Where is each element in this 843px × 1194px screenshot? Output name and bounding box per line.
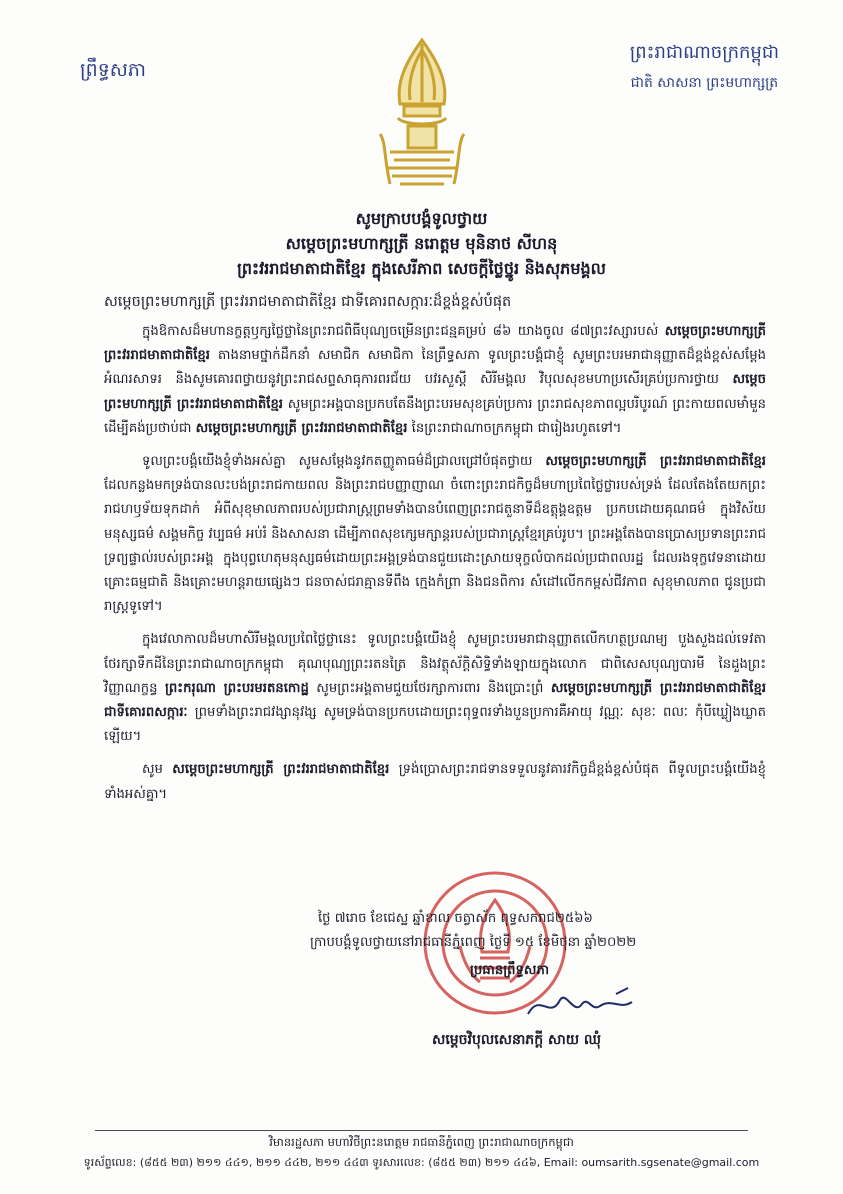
- title-line-2: សម្តេចព្រះមហាក្សត្រី នរោត្តម មុនិនាថ សីហនុ: [285, 234, 558, 253]
- paragraph-3: [104, 628, 766, 749]
- p1-text-g: នៃព្រះរាជាណាចក្រកម្ពុជា ជារៀងរហូតទៅ។: [407, 420, 622, 436]
- national-motto: ជាតិ សាសនា ព្រះមហាក្សត្រ: [630, 75, 779, 91]
- p3-bold-b: ព្រះករុណា ព្រះបរមរតនកោដ្ឋ: [164, 680, 309, 696]
- p4-text-a: សូម: [142, 762, 173, 778]
- p4-bold-b: សម្តេចព្រះមហាក្សត្រី ព្រះវររាជមាតាជាតិខ្មែរ: [172, 762, 390, 778]
- title-line-1: សូមក្រាបបង្គំទូលថ្វាយ: [355, 209, 488, 228]
- senate-header: ព្រឹទ្ធសភា: [80, 59, 146, 81]
- paragraph-4: [104, 758, 766, 806]
- royal-emblem-icon: [370, 34, 474, 194]
- p3-bold-d: សម្តេចព្រះមហាក្សត្រី ព្រះវររាជមាតាជាតិខ្មែរ ជាទីគោរពសក្ការៈ: [104, 680, 767, 721]
- p3-text-a: ក្នុងវេលាកាលដ៏មហាសិរីមង្គលប្រពៃថ្លៃថ្លានេះ ទូលព្រះបង្គំយើងខ្ញុំ សូមព្រះបរមរាជានុញ្ញាតលើកហត្ថប្រណម្យ បួងសួងដល់ទេវតាថែរក្សាទឹកដីនៃព្រះរាជាណាចក្រកម្ពុជា គុណបុណ្យព្រះរតនត្រៃ និងវត្ថុស័ក្តិសិទ្ធិទាំងឡាយក្នុងលោក ជាពិសេសបុណ្យបារមី នៃដួងព្រះវិញ្ញាណក្ខន្ធ: [104, 632, 766, 696]
- p1-bold-f: សម្តេចព្រះមហាក្សត្រី ព្រះវររាជមាតាជាតិខ្មែរ: [195, 420, 408, 436]
- footer-contact: ទូរស័ព្ទលេខ: (៨៥៥ ២៣) ២១១ ៤៤១, ២១១ ៤៤២, ២១១ ៤៤៣ ទូរសារលេខ: (៨៥៥ ២៣) ២១១ ៤៤៦, Email: oumsarith.sgsenate@gmail.com: [83, 1156, 760, 1169]
- salutation: សម្តេចព្រះមហាក្សត្រី ព្រះវររាជមាតាជាតិខ្មែរ ជាទីគោរពសក្ការៈដ៏ខ្ពង់ខ្ពស់បំផុត: [104, 294, 512, 310]
- p2-text-a: ទូលព្រះបង្គំយើងខ្ញុំទាំងអស់គ្នា សូមសម្តែងនូវកតញ្ញូតាធម៌ដ៏ជ្រាលជ្រៅបំផុតថ្វាយ: [142, 454, 546, 470]
- letter-body: [104, 320, 766, 816]
- lunar-date: ថ្ងៃ ៧រោច ខែជេស្ឋ ឆ្នាំខាល ចត្វាស័ក ពុទ្ធសករាជ២៥៦៦: [318, 911, 593, 926]
- footer: [40, 1130, 803, 1172]
- solar-date: ក្រាបបង្គំទូលថ្វាយនៅរាជធានីភ្នំពេញ ថ្ងៃទី ១៥ ខែមិថុនា ឆ្នាំ២០២២: [310, 935, 637, 950]
- p1-bold-b: សម្តេចព្រះមហាក្សត្រី ព្រះវររាជមាតាជាតិខ្មែរ: [104, 324, 766, 364]
- p1-text-e: សូមព្រះអង្គបានប្រកបតែនឹងព្រះបរមសុខគ្រប់ប្រការ ព្រះរាជសុខភាពល្អបរិបូរណ៍ ព្រះកាយពលមាំមួន ដើម្បីគង់ប្រថាប់ជា: [104, 396, 766, 436]
- paragraph-1: [104, 320, 766, 441]
- footer-divider: [95, 1130, 748, 1131]
- letter-title: [0, 206, 843, 281]
- p4-text-c: ទ្រង់ប្រោសព្រះរាជទានទទួលនូវគារវកិច្ចដ៏ខ្ពង់ខ្ពស់បំផុត ពីទូលព្រះបង្គំយើងខ្ញុំទាំងអស់គ្នា។: [104, 762, 767, 802]
- p2-text-c: ដែលកន្លងមកទ្រង់បានលះបង់ព្រះរាជកាយពល និងព្រះរាជបញ្ញាញាណ ចំពោះព្រះរាជកិច្ចដ៏មហាប្រពៃថ្លៃថ្លារបស់ទ្រង់ ដែលតែងតែយកព្រះរាជហឫទ័យទុកដាក់ អំពីសុខុមាលភាពរបស់ប្រជារាស្រ្តព្រមទាំងបានបំពេញព្រះរាជតួនាទីដ៏ឧត្តុង្គឧត្តម ប្រកបដោយគុណធម៌ ក្នុងវិស័យមនុស្សធម៌ សង្គមកិច្ច វប្បធម៌ អប់រំ និងសាសនា ដើម្បីភាពសុខក្សេមក្សាន្តរបស់ប្រជារាស្រ្តខ្មែរគ្រប់រូប។ ព្រះអង្គតែងបានប្រោសប្រទានព្រះរាជទ្រព្យផ្ទាល់របស់ព្រះអង្គ ក្នុងបុព្វហេតុមនុស្សធម៌ដោយព្រះអង្គទ្រង់បានជួយដោះស្រាយទុក្ខលំបាកដល់ប្រជាពលរដ្ឋ ដែលរងទុក្ខវេទនាដោយគ្រោះធម្មជាតិ និងគ្រោះមហន្តរាយផ្សេងៗ ជនចាស់ជរាគ្មានទីពឹង ក្មេងកំព្រា និងជនពិការ សំដៅលើកកម្ពស់ជីវភាព សុខុមាលភាព ជូនប្រជារាស្រ្តទូទៅ។: [104, 478, 766, 615]
- p1-bold-d: សម្តេចព្រះមហាក្សត្រី ព្រះវររាជមាតាជាតិខ្មែរ: [104, 372, 766, 412]
- title-line-3: ព្រះវររាជមាតាជាតិខ្មែរ ក្នុងសេរីភាព សេចក្តីថ្លៃថ្នូរ និងសុភមង្គល: [237, 259, 606, 278]
- p1-text-c: តាងនាមថ្នាក់ដឹកនាំ សមាជិក សមាជិកា នៃព្រឹទ្ធសភា ទូលព្រះបង្គំជាខ្ញុំ សូមព្រះបរមរាជានុញ្ញាតដ៏ខ្ពង់ខ្ពស់សម្តែងអំណរសាទរ និងសូមគោរពថ្វាយនូវព្រះរាជសព្ទសាធុការពរជ័យ បវរសួស្តី សិរីមង្គល វិបុលសុខមហាប្រសើរគ្រប់ប្រការថ្វាយ: [104, 348, 766, 388]
- p3-text-c: សូមព្រះអង្គតាមជួយថែរក្សាការពារ និងប្រោះព្រំ: [308, 680, 551, 696]
- p1-text-a: ក្នុងឱកាសដ៏មហានក្ខត្តឫក្សថ្លៃថ្លានៃព្រះរាជពិធីបុណ្យចម្រើនព្រះជន្មគម្រប់ ៨៦ យាងចូល ៨៧ព្រះវស្សារបស់: [142, 324, 665, 339]
- kingdom-header: [630, 40, 779, 94]
- footer-address: វិមានរដ្ឋសភា មហាវិថីព្រះនរោត្តម រាជធានីភ្នំពេញ ព្រះរាជាណាចក្រកម្ពុជា: [269, 1135, 574, 1149]
- p3-text-e: ព្រមទាំងព្រះរាជវង្សានុវង្ស សូមទ្រង់បានប្រកបដោយព្រះពុទ្ធពរទាំងបួនប្រការគឺអាយុ វណ្ណៈ សុខៈ ពលៈ កុំបីឃ្លៀងឃ្លាតឡើយ។: [104, 705, 766, 745]
- signature-icon: [520, 986, 640, 1026]
- signatory-position: ប្រធានព្រឹទ្ធសភា: [470, 963, 550, 978]
- p2-bold-b: សម្តេចព្រះមហាក្សត្រី ព្រះវររាជមាតាជាតិខ្មែរ: [545, 454, 766, 470]
- signatory-name: សម្តេចវិបុលសេនាភក្តី សាយ ឈុំ: [432, 1032, 602, 1048]
- kingdom-name: ព្រះរាជាណាចក្រកម្ពុជា: [629, 42, 779, 63]
- paragraph-2: [104, 450, 766, 619]
